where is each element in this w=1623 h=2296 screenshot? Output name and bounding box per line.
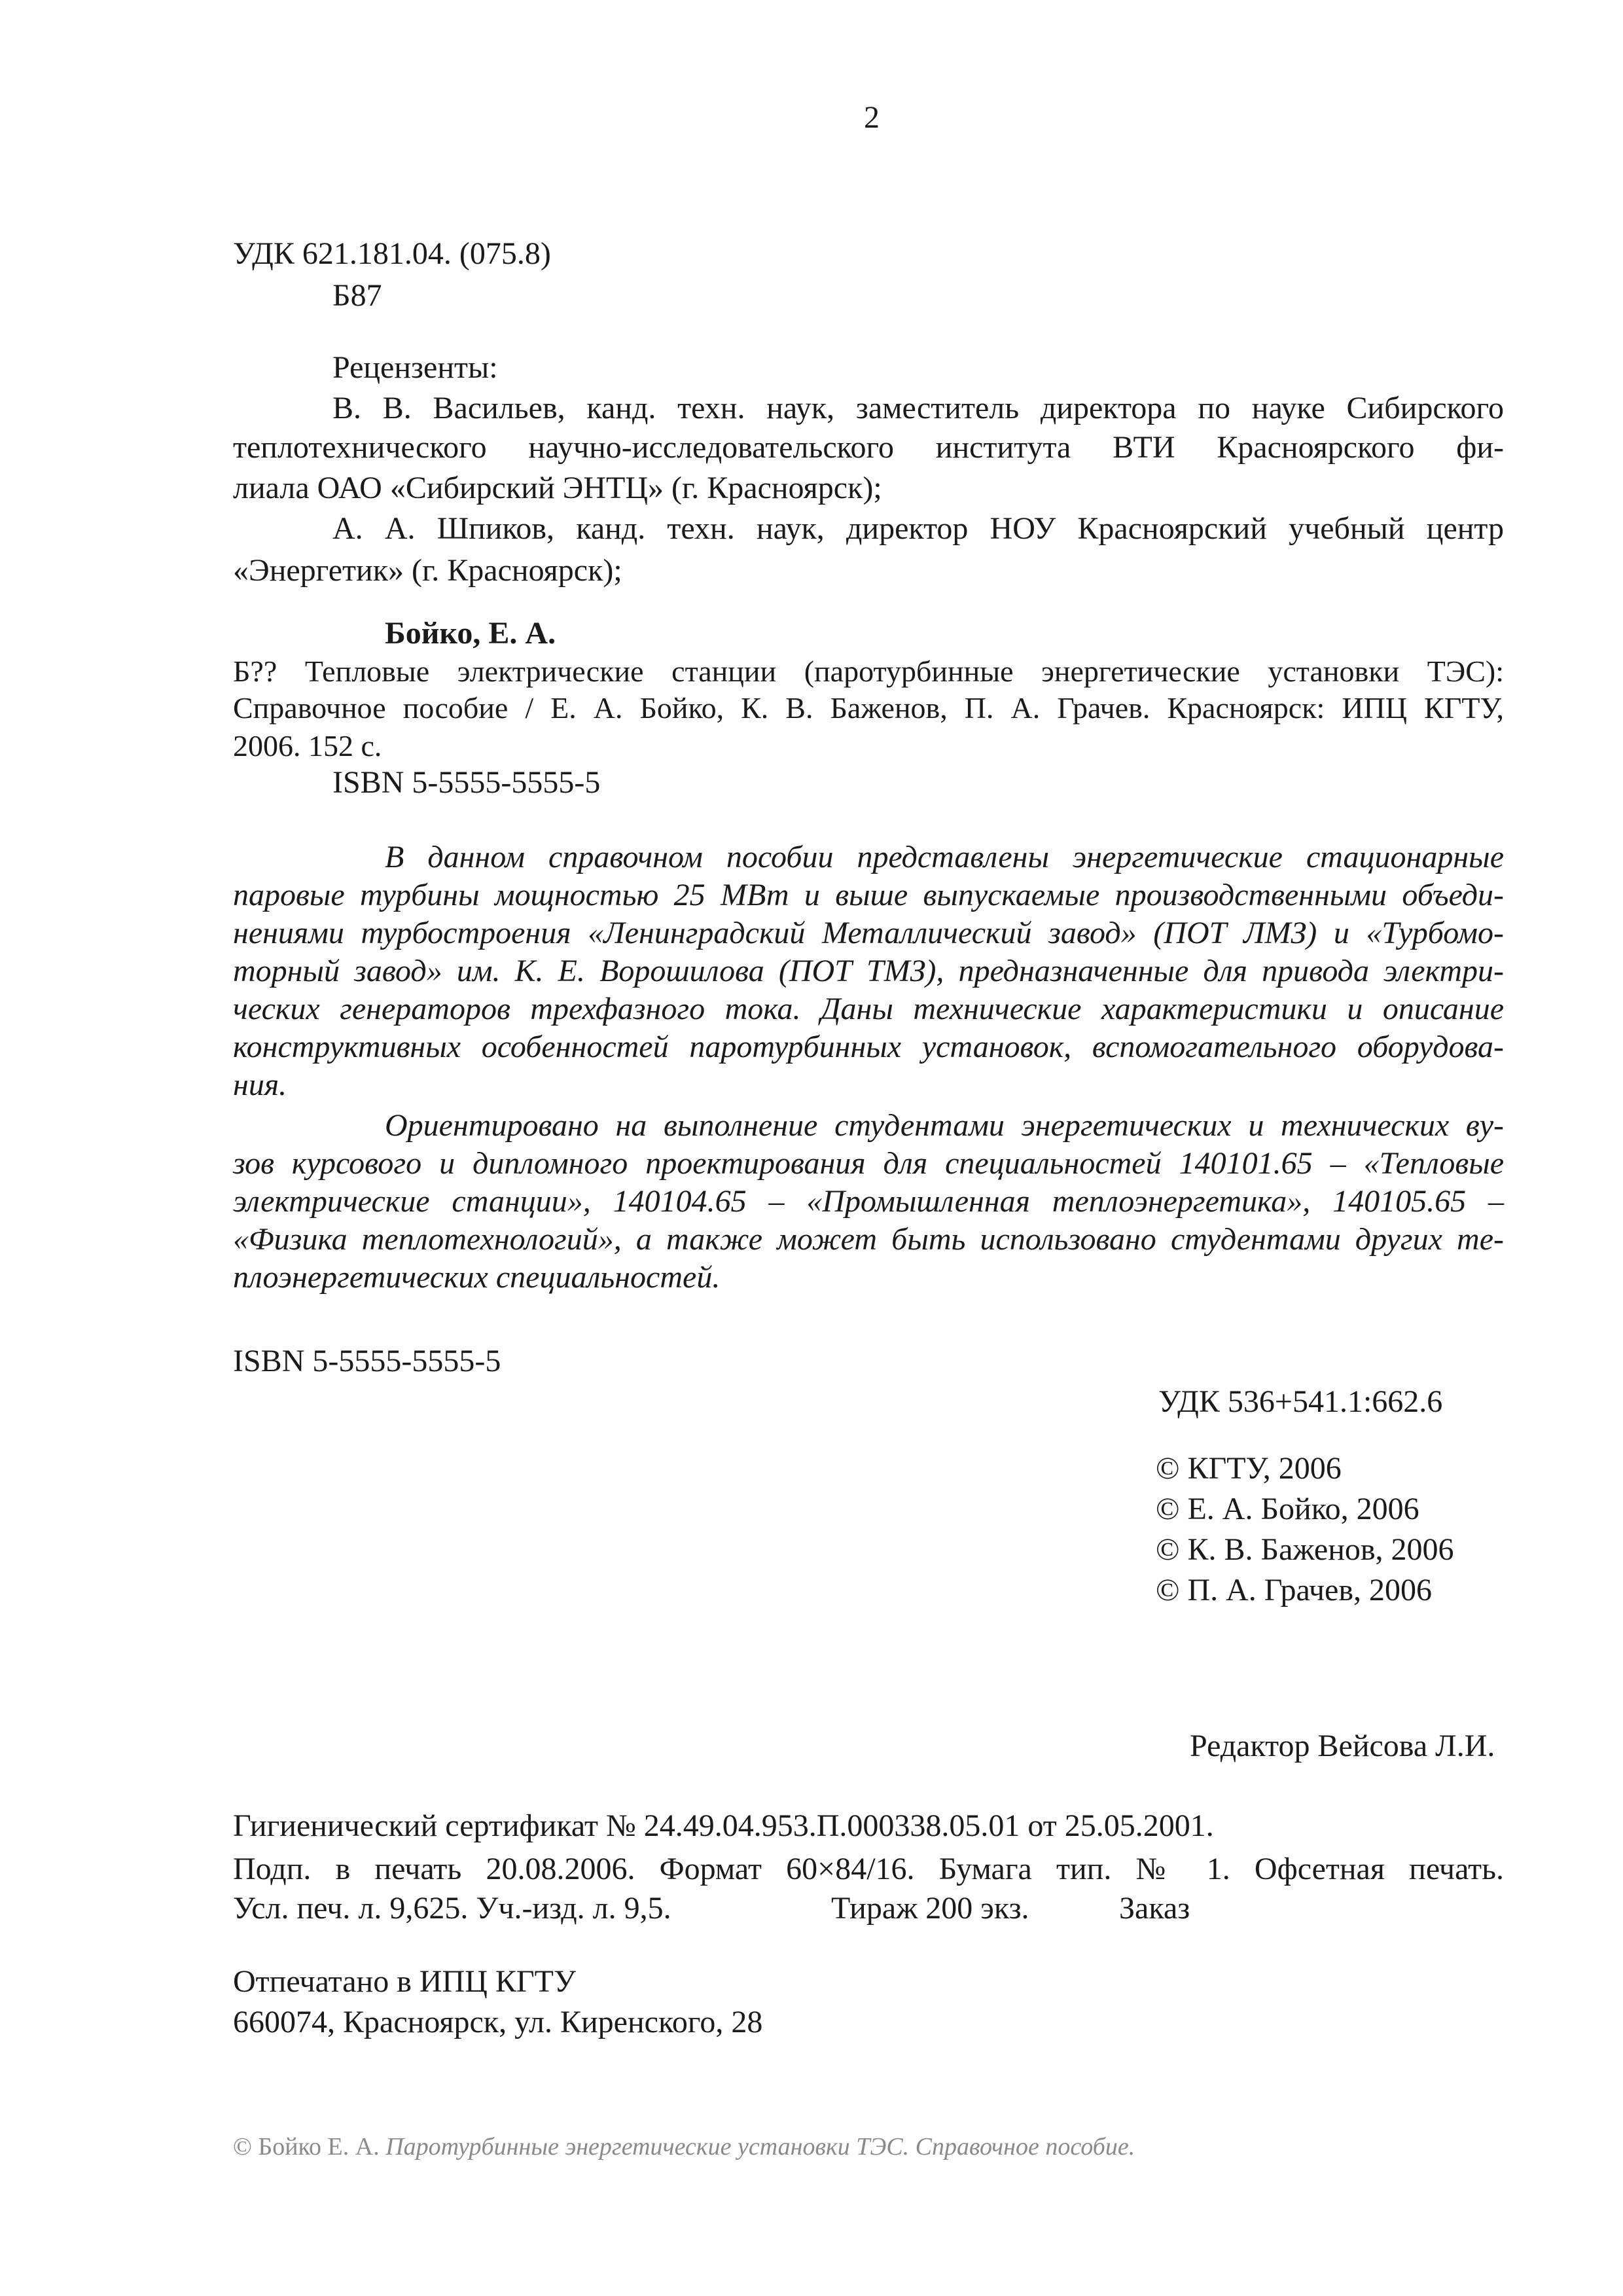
footer-title: Паротурбинные энергетические установки ТЭС. Справочное пособие.	[385, 2133, 1135, 2161]
abstract-p2-line: Ориентировано на выполнение студентами энергетических и технических ву-	[385, 1108, 1504, 1143]
abstract-p1-line: ния.	[233, 1067, 287, 1102]
print-order: Заказ	[1119, 1891, 1190, 1926]
bibliography-line2: Справочное пособие / Е. А. Бойко, К. В. Баженов, П. А. Грачев. Красноярск: ИПЦ КГТУ,	[233, 691, 1504, 725]
print-sheets: Усл. печ. л. 9,625. Уч.-изд. л. 9,5.	[233, 1891, 671, 1926]
printed-at-line1: Отпечатано в ИПЦ КГТУ	[233, 1964, 576, 1999]
footer-prefix: © Бойко Е. А.	[233, 2133, 386, 2161]
abstract-p1-line: торный завод» им. К. Е. Ворошилова (ПОТ ТМЗ), предназначенные для привода электри-	[233, 954, 1504, 988]
abstract-p1-line: ческих генераторов трехфазного тока. Даны технические характеристики и описание	[233, 992, 1504, 1026]
abstract-p1-line: В данном справочном пособии представлены энергетические стационарные	[385, 840, 1504, 874]
abstract-p1-line: нениями турбостроения «Ленинградский Металлический завод» (ПОТ ЛМЗ) и «Турбомо-	[233, 916, 1504, 950]
editor-line: Редактор Вейсова Л.И.	[1190, 1729, 1495, 1763]
copyright-line: © КГТУ, 2006	[1156, 1451, 1342, 1486]
abstract-p1-line: паровые турбины мощностью 25 МВт и выше выпускаемые производственными объеди-	[233, 878, 1504, 912]
abstract-p1-line: конструктивных особенностей паротурбинных установок, вспомогательного оборудова-	[233, 1030, 1504, 1064]
reviewer2-line1: А. А. Шпиков, канд. техн. наук, директор НОУ Красноярский учебный центр	[332, 511, 1504, 546]
copyright-line: © К. В. Баженов, 2006	[1156, 1532, 1454, 1567]
copyright-line: © П. А. Грачев, 2006	[1156, 1573, 1433, 1607]
reviewer1-line3: лиала ОАО «Сибирский ЭНТЦ» (г. Красноярск);	[233, 471, 882, 505]
abstract-p2-line: «Физика теплотехнологий», а также может быть использовано студентами других те-	[233, 1222, 1504, 1257]
abstract-p2-line: зов курсового и дипломного проектирования для специальностей 140101.65 – «Тепловые	[233, 1146, 1504, 1181]
page-number: 2	[864, 100, 880, 135]
abstract-p2-line: плоэнергетических специальностей.	[233, 1260, 721, 1295]
isbn-bottom: ISBN 5-5555-5555-5	[233, 1344, 501, 1378]
hygiene-certificate: Гигиенический сертификат № 24.49.04.953.П.000338.05.01 от 25.05.2001.	[233, 1808, 1214, 1843]
reviewer1-line1: В. В. Васильев, канд. техн. наук, заместитель директора по науке Сибирского	[332, 391, 1504, 425]
abstract-p2-line: электрические станции», 140104.65 – «Промышленная теплоэнергетика», 140105.65 –	[233, 1184, 1504, 1219]
bibliography-line3: 2006. 152 с.	[233, 729, 382, 762]
bbk-code: Б87	[332, 278, 382, 313]
copyright-line: © Е. А. Бойко, 2006	[1156, 1492, 1419, 1526]
bibliography-isbn: ISBN 5-5555-5555-5	[332, 765, 601, 800]
bibliography-line1: Б?? Тепловые электрические станции (паротурбинные энергетические установки ТЭС):	[233, 655, 1504, 688]
print-details-line: Подп. в печать 20.08.2006. Формат 60×84/16. Бумага тип. № 1. Офсетная печать.	[233, 1852, 1504, 1886]
print-circulation: Тираж 200 экз.	[831, 1891, 1029, 1926]
reviewers-heading: Рецензенты:	[332, 350, 498, 385]
author-heading: Бойко, Е. А.	[385, 616, 556, 651]
page-footer	[233, 2132, 1135, 2161]
udk-bottom: УДК 536+541.1:662.6	[1158, 1384, 1443, 1419]
reviewer2-line2: «Энергетик» (г. Красноярск);	[233, 553, 622, 588]
printed-at-line2: 660074, Красноярск, ул. Киренского, 28	[233, 2005, 763, 2039]
reviewer1-line2: теплотехнического научно-исследовательского института ВТИ Красноярского фи-	[233, 430, 1504, 465]
udk-top: УДК 621.181.04. (075.8)	[233, 236, 551, 271]
